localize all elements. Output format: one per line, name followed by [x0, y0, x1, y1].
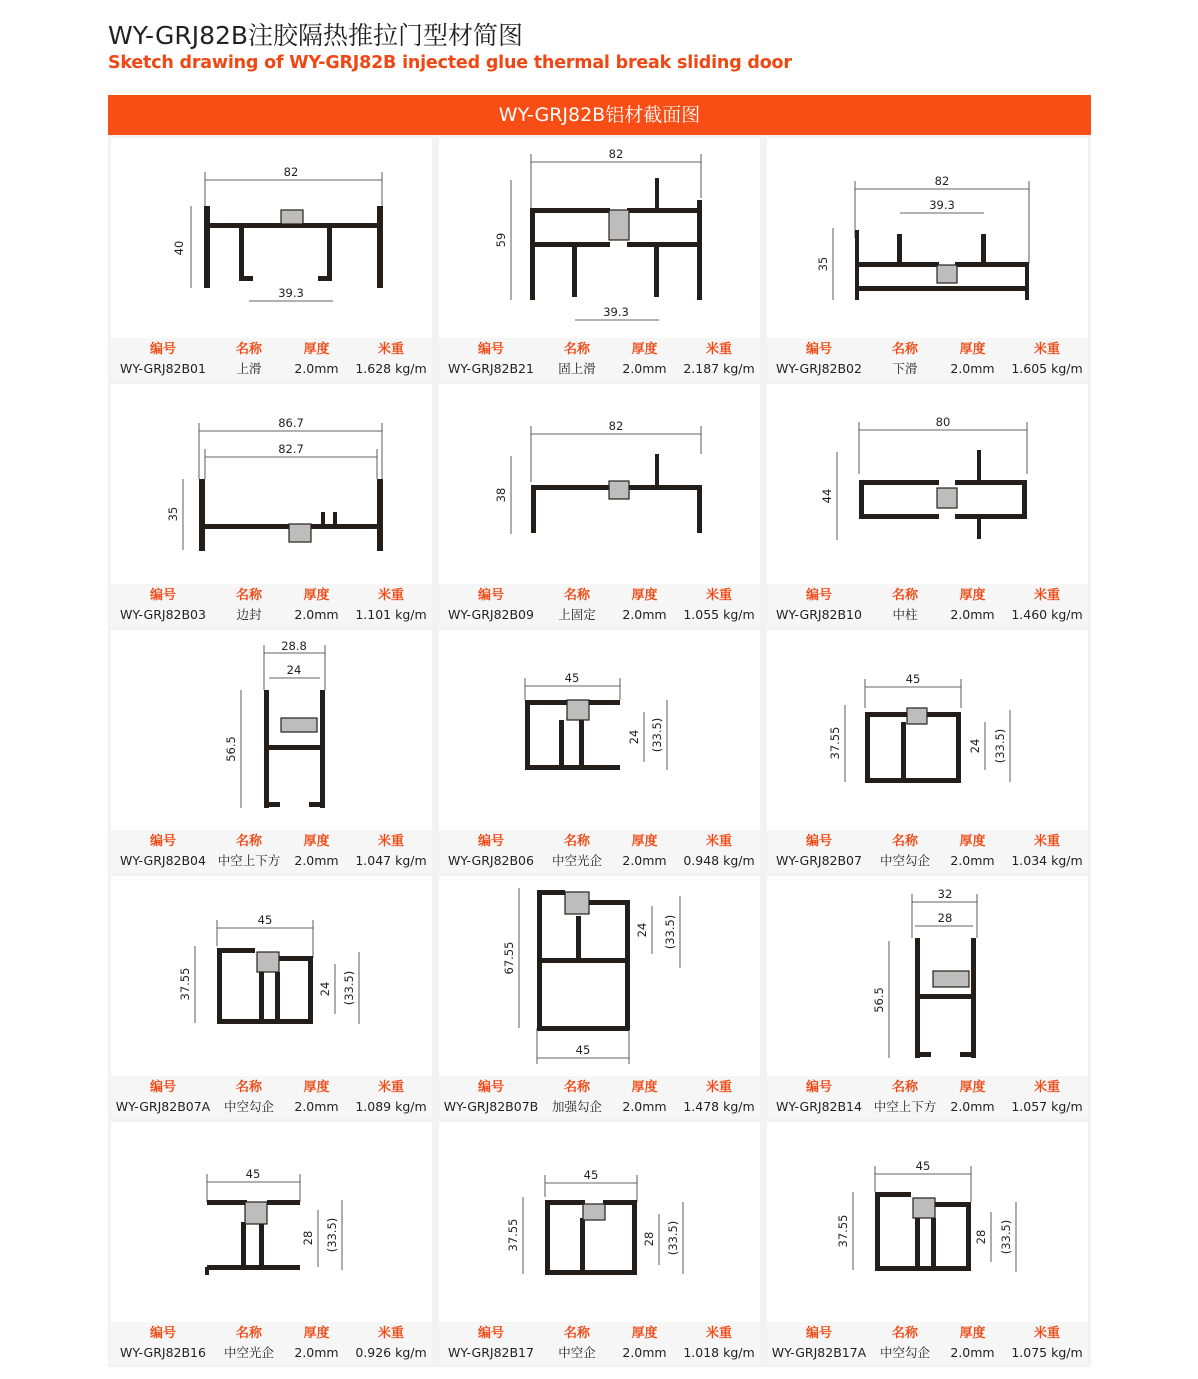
spec-table: 编号 名称 厚度 米重 WY-GRJ82B16 中空光企 2.0mm 0.926 kg/m: [111, 1322, 432, 1365]
svg-text:82: 82: [608, 147, 624, 161]
spec-table: 编号 名称 厚度 米重 WY-GRJ82B04 中空上下方 2.0mm 1.047 kg/m: [111, 830, 432, 873]
svg-text:82: 82: [608, 419, 624, 433]
profile-card: [111, 630, 432, 873]
svg-text:35: 35: [166, 506, 180, 522]
spec-table: 编号 名称 厚度 米重 WY-GRJ82B14 中空上下方 2.0mm 1.057 kg/m: [767, 1076, 1088, 1119]
profile-drawing: [111, 384, 432, 582]
profile-weight: 0.948 kg/m: [683, 853, 755, 868]
profile-weight: 1.478 kg/m: [683, 1099, 755, 1114]
svg-text:39.3: 39.3: [603, 305, 629, 319]
svg-text:67.55: 67.55: [502, 941, 516, 975]
profile-thickness: 2.0mm: [294, 853, 339, 868]
profile-weight: 1.101 kg/m: [355, 607, 427, 622]
profile-thickness: 2.0mm: [294, 1099, 339, 1114]
profile-weight: 1.605 kg/m: [1011, 361, 1083, 376]
profile-drawing: [767, 876, 1088, 1074]
profile-card: [111, 384, 432, 627]
profile-name: 中空上下方: [873, 1099, 937, 1114]
svg-text:82: 82: [934, 174, 950, 188]
svg-text:(33.5): (33.5): [325, 1217, 339, 1253]
profile-drawing: [111, 1122, 432, 1320]
profile-drawing: [439, 876, 760, 1074]
svg-text:24: 24: [318, 981, 332, 997]
profile-code: WY-GRJ82B03: [120, 607, 206, 622]
profile-code: WY-GRJ82B21: [448, 361, 534, 376]
profile-weight: 1.460 kg/m: [1011, 607, 1083, 622]
profile-card: [111, 876, 432, 1119]
profile-name: 下滑: [892, 361, 918, 376]
profile-name: 中空勾企: [879, 1345, 930, 1360]
profile-thickness: 2.0mm: [950, 361, 995, 376]
profile-name: 中空勾企: [879, 853, 930, 868]
svg-text:37.55: 37.55: [178, 967, 192, 1001]
profile-weight: 1.034 kg/m: [1011, 853, 1083, 868]
profile-code: WY-GRJ82B17A: [771, 1345, 867, 1360]
profile-card: [439, 384, 760, 627]
spec-table: 编号 名称 厚度 米重 WY-GRJ82B07 中空勾企 2.0mm 1.034 kg/m: [767, 830, 1088, 873]
profile-code: WY-GRJ82B06: [448, 853, 534, 868]
profile-drawing: [439, 384, 760, 582]
profile-name: 边封: [236, 607, 262, 622]
svg-text:56.5: 56.5: [224, 736, 238, 762]
profile-thickness: 2.0mm: [294, 1345, 339, 1360]
profile-drawing: [111, 630, 432, 828]
profile-code: WY-GRJ82B01: [120, 361, 206, 376]
profile-card: [767, 630, 1088, 873]
profile-name: 中空勾企: [223, 1099, 274, 1114]
svg-text:(33.5): (33.5): [650, 717, 664, 753]
profile-drawing: [767, 384, 1088, 582]
svg-text:28.8: 28.8: [281, 639, 307, 653]
profile-thickness: 2.0mm: [294, 607, 339, 622]
spec-table: 编号 名称 厚度 米重 WY-GRJ82B07A 中空勾企 2.0mm 1.089 kg/m: [111, 1076, 432, 1119]
profile-weight: 1.628 kg/m: [355, 361, 427, 376]
profile-name: 中柱: [892, 607, 918, 622]
profile-weight: 1.018 kg/m: [683, 1345, 755, 1360]
svg-text:39.3: 39.3: [929, 198, 955, 212]
profile-drawing: [767, 630, 1088, 828]
svg-text:59: 59: [494, 232, 508, 248]
profile-card: [767, 876, 1088, 1119]
spec-table: 编号 名称 厚度 米重 WY-GRJ82B06 中空光企 2.0mm 0.948 kg/m: [439, 830, 760, 873]
spec-table: 编号 名称 厚度 米重 WY-GRJ82B09 上固定 2.0mm 1.055 kg/m: [439, 584, 760, 627]
profile-weight: 1.057 kg/m: [1011, 1099, 1083, 1114]
profile-code: WY-GRJ82B07B: [443, 1099, 539, 1114]
svg-text:(33.5): (33.5): [666, 1220, 680, 1256]
svg-text:39.3: 39.3: [278, 286, 304, 300]
profile-name: 上固定: [558, 607, 596, 622]
spec-table: 编号 名称 厚度 米重 WY-GRJ82B07B 加强勾企 2.0mm 1.478 kg/m: [439, 1076, 760, 1119]
svg-text:40: 40: [172, 240, 186, 256]
profile-weight: 1.075 kg/m: [1011, 1345, 1083, 1360]
profile-card: [439, 630, 760, 873]
svg-text:24: 24: [627, 729, 641, 745]
svg-text:82: 82: [283, 165, 299, 179]
svg-text:28: 28: [937, 911, 953, 925]
profile-code: WY-GRJ82B17: [448, 1345, 534, 1360]
profile-thickness: 2.0mm: [950, 1099, 995, 1114]
svg-text:24: 24: [968, 738, 982, 754]
svg-text:37.55: 37.55: [828, 726, 842, 760]
svg-text:38: 38: [494, 487, 508, 503]
spec-table: 编号 名称 厚度 米重 WY-GRJ82B17A 中空勾企 2.0mm 1.075 kg/m: [767, 1322, 1088, 1365]
profile-drawing: [439, 630, 760, 828]
profile-grid: [108, 135, 1091, 1367]
profile-card: [439, 1122, 760, 1365]
profile-code: WY-GRJ82B04: [120, 853, 206, 868]
svg-text:56.5: 56.5: [872, 987, 886, 1013]
profile-thickness: 2.0mm: [622, 1099, 667, 1114]
profile-card: [767, 138, 1088, 381]
svg-text:35: 35: [816, 256, 830, 272]
svg-text:(33.5): (33.5): [342, 970, 356, 1006]
svg-text:45: 45: [905, 672, 921, 686]
svg-text:24: 24: [286, 663, 302, 677]
profile-thickness: 2.0mm: [950, 1345, 995, 1360]
svg-text:32: 32: [937, 887, 953, 901]
profile-weight: 0.926 kg/m: [355, 1345, 427, 1360]
profile-name: 中空上下方: [217, 853, 281, 868]
profile-code: WY-GRJ82B07A: [115, 1099, 211, 1114]
profile-drawing: [767, 138, 1088, 336]
svg-text:80: 80: [935, 415, 951, 429]
spec-table: 编号 名称 厚度 米重 WY-GRJ82B01 上滑 2.0mm 1.628 kg/m: [111, 338, 432, 381]
profile-card: [767, 1122, 1088, 1365]
spec-table: 编号 名称 厚度 米重 WY-GRJ82B10 中柱 2.0mm 1.460 kg/m: [767, 584, 1088, 627]
profile-weight: 2.187 kg/m: [683, 361, 755, 376]
profile-thickness: 2.0mm: [294, 361, 339, 376]
svg-text:(33.5): (33.5): [663, 914, 677, 950]
svg-text:45: 45: [564, 671, 580, 685]
svg-text:37.55: 37.55: [506, 1218, 520, 1252]
svg-text:45: 45: [575, 1043, 591, 1057]
spec-table: 编号 名称 厚度 米重 WY-GRJ82B03 边封 2.0mm 1.101 kg/m: [111, 584, 432, 627]
profile-drawing: [767, 1122, 1088, 1320]
profile-thickness: 2.0mm: [622, 1345, 667, 1360]
profile-thickness: 2.0mm: [622, 607, 667, 622]
svg-text:28: 28: [974, 1229, 988, 1245]
svg-text:24: 24: [635, 922, 649, 938]
profile-weight: 1.047 kg/m: [355, 853, 427, 868]
profile-card: [111, 1122, 432, 1365]
profile-thickness: 2.0mm: [622, 361, 667, 376]
profile-drawing: [439, 138, 760, 336]
profile-code: WY-GRJ82B09: [448, 607, 534, 622]
profile-name: 中空企: [558, 1345, 596, 1360]
profile-thickness: 2.0mm: [950, 853, 995, 868]
spec-table: 编号 名称 厚度 米重 WY-GRJ82B21 固上滑 2.0mm 2.187 kg/m: [439, 338, 760, 381]
svg-text:44: 44: [820, 488, 834, 504]
profile-thickness: 2.0mm: [950, 607, 995, 622]
svg-text:45: 45: [257, 913, 273, 927]
profile-name: 中空光企: [223, 1345, 274, 1360]
profile-name: 加强勾企: [551, 1099, 602, 1114]
page-title: WY-GRJ82B注胶隔热推拉门型材简图: [108, 21, 524, 50]
svg-text:(33.5): (33.5): [993, 728, 1007, 764]
profile-drawing: [111, 876, 432, 1074]
profile-name: 上滑: [236, 361, 262, 376]
profile-card: [767, 384, 1088, 627]
profile-code: WY-GRJ82B14: [776, 1099, 862, 1114]
profile-card: [439, 876, 760, 1119]
profile-name: 固上滑: [558, 361, 596, 376]
svg-text:45: 45: [583, 1168, 599, 1182]
svg-text:45: 45: [915, 1159, 931, 1173]
profile-code: WY-GRJ82B10: [776, 607, 862, 622]
profile-card: [439, 138, 760, 381]
profile-drawing: [439, 1122, 760, 1320]
svg-text:37.55: 37.55: [836, 1214, 850, 1248]
profile-thickness: 2.0mm: [622, 853, 667, 868]
svg-text:28: 28: [301, 1230, 315, 1246]
profile-code: WY-GRJ82B07: [776, 853, 862, 868]
section-banner: WY-GRJ82B铝材截面图: [108, 95, 1091, 135]
profile-code: WY-GRJ82B16: [120, 1345, 206, 1360]
profile-weight: 1.055 kg/m: [683, 607, 755, 622]
page-subtitle: Sketch drawing of WY-GRJ82B injected glue thermal break sliding door: [108, 53, 792, 73]
profile-name: 中空光企: [551, 853, 602, 868]
profile-code: WY-GRJ82B02: [776, 361, 862, 376]
svg-text:82.7: 82.7: [278, 442, 304, 456]
svg-text:86.7: 86.7: [278, 416, 304, 430]
svg-text:28: 28: [642, 1231, 656, 1247]
svg-text:45: 45: [245, 1167, 261, 1181]
spec-table: 编号 名称 厚度 米重 WY-GRJ82B02 下滑 2.0mm 1.605 kg/m: [767, 338, 1088, 381]
profile-weight: 1.089 kg/m: [355, 1099, 427, 1114]
profile-drawing: [111, 138, 432, 336]
profile-card: [111, 138, 432, 381]
svg-text:(33.5): (33.5): [999, 1219, 1013, 1255]
spec-table: 编号 名称 厚度 米重 WY-GRJ82B17 中空企 2.0mm 1.018 kg/m: [439, 1322, 760, 1365]
